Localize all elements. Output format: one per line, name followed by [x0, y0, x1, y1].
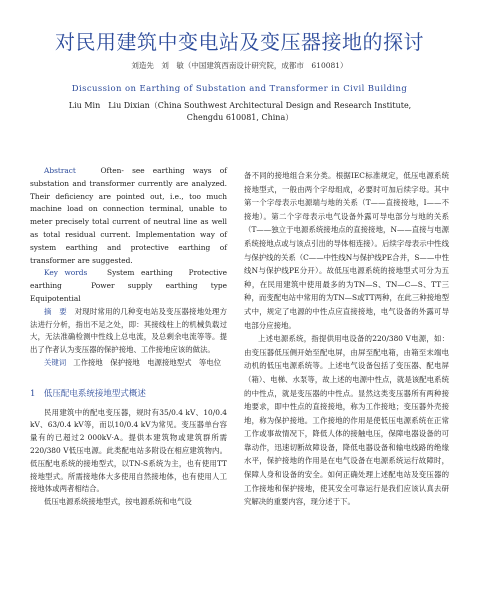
- authors-en: Liu Min Liu Dixian（China Southwest Architectural Design and Research Institute, Chengdu 610081, China）: [68, 101, 412, 122]
- abstract-cn-label: 摘 要: [44, 306, 67, 316]
- keywords-en-text: System earthing Protective earthing Power supply earthing type Equipotential: [30, 268, 235, 303]
- keywords-cn: [30, 357, 227, 370]
- keywords-en-label: Key words: [44, 268, 88, 278]
- abstract-cn-text: 对现时常用的几种变电站及变压器接地处理方法进行分析，指出不足之处，即：其接线柱上的机械负载过大，无法准确检测中性线上总电流，及总剩余电流等等。提出了作者认为变压器的保护接地、工作接地应该的做法。: [30, 306, 227, 355]
- abstract-en: [30, 165, 227, 267]
- keywords-cn-text: 工作接地 保护接地 电源接地型式 等电位: [73, 357, 222, 367]
- section-heading: 1 低压配电系统接地型式概述: [30, 388, 146, 399]
- authors-cn: 刘造先 刘 敏（中国建筑西南设计研究院，成都市 610081）: [131, 61, 348, 70]
- right-column: [244, 169, 449, 509]
- paper-title-en: Discussion on Earthing of Substation and Transformer in Civil Building: [71, 84, 408, 94]
- keywords-cn-label: 关键词: [44, 357, 67, 367]
- abstract-en-label: Abstract: [44, 166, 76, 175]
- keywords-en: [30, 267, 235, 305]
- body-paragraph: 低压电源系统接地型式，按电源系统和电气设: [44, 497, 192, 507]
- abstract-cn: [30, 306, 227, 357]
- abstract-en-text: Often- see earthing ways of substation and transformer currently are analyzed. Their deficiency are pointed out, i.e., too much machine load on connection terminal, unable to meter precisely total current of neutral line as well as total residual current. Implementation way of system earthing and protective earthing of transformer are suggested.: [30, 166, 227, 265]
- body-paragraph: 民用建筑中的配电变压器，规时有35/0.4 kV、10/0.4 kV、63/0.4 kV等，而以10/0.4 kV为常见。变压器单台容量有的已超过2 000kV·A。提供本建筑物或建筑群所需220/380 V低压电源。此类配电站多附设在相应建筑物内。低压配电系统的接地型式，以TN-S系统为主，也有使用TT接地型式。所需接地体大多使用自然接地体，也有使用人工接地体或两者相结合。: [30, 407, 227, 494]
- body-paragraph: 备不同的接地组合来分类。根据IEC标准规定，低压电源系统接地型式，一般由两个字母组成，必要时可加后续字母。其中第一个字母表示电源端与地的关系（T——直接接地，I——不接地）。第二个字母表示电气设备外露可导电部分与地的关系（T——独立于电源系统接地点的直接接地，N——直接与电源系统接地点或与该点引出的导体相连接）。后续字母表示中性线与保护线的关系（C——中性线N与保护线PE合并，S——中性线N与保护线PE分开）。故低压电源系统的接地型式可分为五种，在民用建筑中使用最多的为TN—S、TN—C—S、TT三种，而变配电站中常用的为TN—S或TT两种，在此三种接地型式中，规定了电源的中性点应直接接地，电气设备的外露可导电部分应接地。: [244, 171, 449, 330]
- paper-title-cn: 对民用建筑中变电站及变压器接地的探讨: [55, 30, 424, 54]
- left-column: [30, 165, 235, 509]
- body-paragraph: 上述电源系统，指提供用电设备的220/380 V电源，如：由变压器低压侧开始至配电屏，由屏至配电箱，由箱至末端电动机的低压电源系统等。上述电气设备包括了变压器、配电屏（箱）、电梯、水泵等，故上述的电源中性点，就是该配电系统的中性点，就是变压器的中性点。显然这类变压器所有两种接地要求，即中性点的直接接地，称为工作接地；变压器外壳接地，称为保护接地。工作接地的作用是使低压电源系统在正常工作或事故情况下，降低人体的接触电压，保障电器设备的可靠动作，迅速切断故障设备，降低电器设备和输电线路的绝缘水平，保护接地的作用是在电气设备在电源系统运行故障时，保障人身和设备的安全。如何正确处理上述配电站及变压器的工作接地和保护接地，使其安全可靠运行是我们应该认真去研究解决的重要内容，现分述于下。: [244, 334, 449, 507]
